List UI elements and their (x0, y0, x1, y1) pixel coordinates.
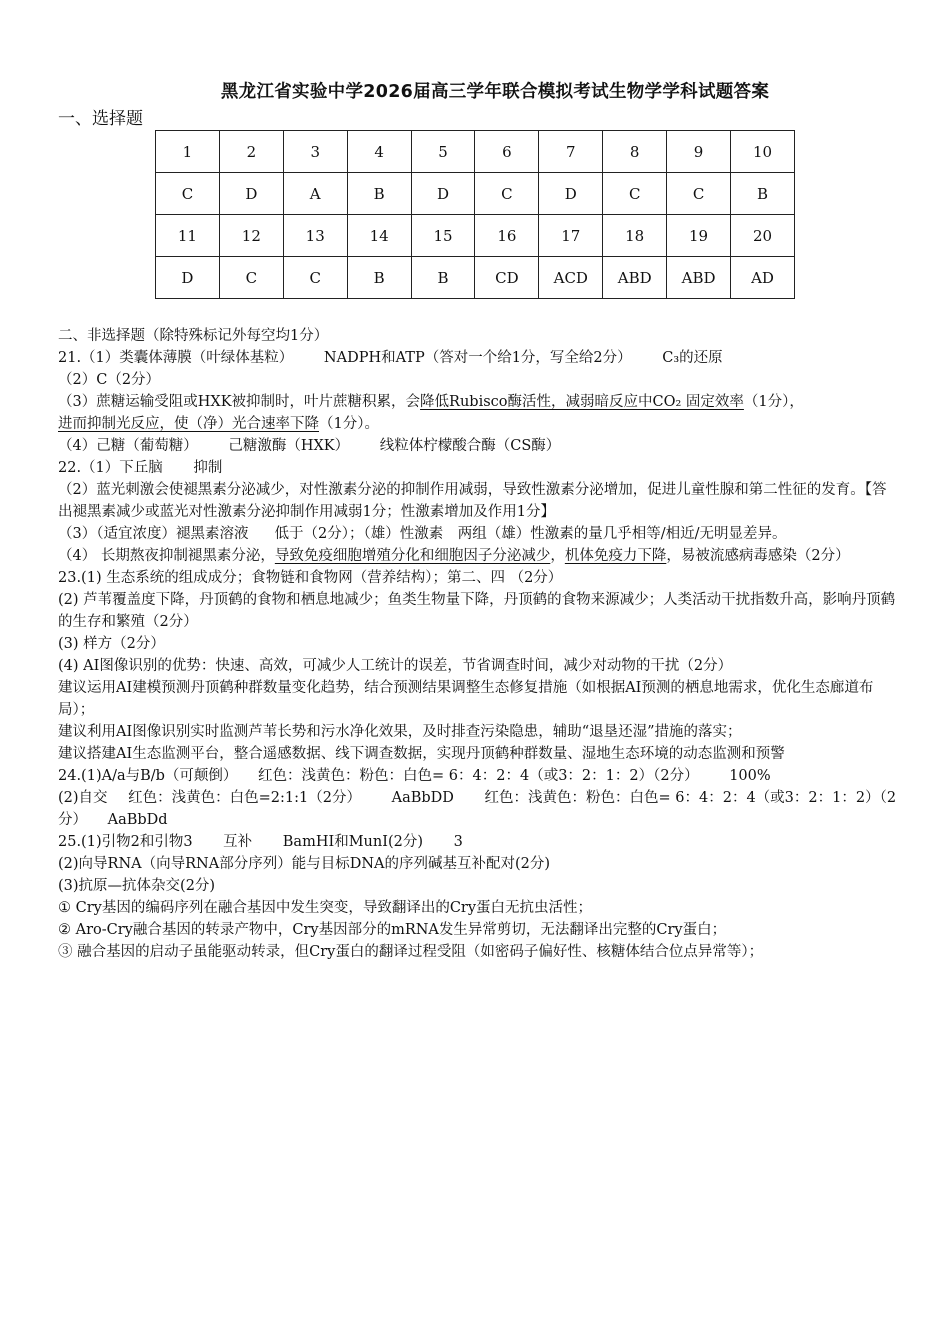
q25-part1-b: 互补 (223, 834, 253, 850)
q21-line2: （2）C（2分） (58, 372, 161, 388)
q21-part4-b: 己糖激酶（HXK） (228, 438, 350, 454)
q21-part3-underline1: 降低Rubisco酶活性，减弱暗反应中CO₂ 固定效率 (420, 394, 744, 410)
q23-line4: (4) AI图像识别的优势：快速、高效，可减少人工统计的误差，节省调查时间，减少对动物的干扰（2分） (58, 658, 733, 674)
answer-cell: D (219, 173, 283, 215)
q23-line1: 23.(1) 生态系统的组成成分；食物链和食物网（营养结构）；第二、四 （2分） (58, 570, 563, 586)
question-number-cell: 8 (603, 131, 667, 173)
answer-cell: A (283, 173, 347, 215)
answer-row (156, 257, 795, 299)
question-number-cell: 4 (347, 131, 411, 173)
q22-part3-b: 低于（2分）；（雄）性激素 两组（雄）性激素的量几乎相等/相近/无明显差异。 (274, 526, 787, 542)
q21-line1 (58, 347, 898, 369)
question-number-cell: 2 (219, 131, 283, 173)
q22-line3 (58, 523, 898, 545)
answer-cell: C (219, 257, 283, 299)
q21-part1: 21.（1）类囊体薄膜（叶绿体基粒） (58, 350, 294, 366)
question-number-cell: 18 (603, 215, 667, 257)
answers-body (58, 325, 898, 963)
question-number-cell: 15 (411, 215, 475, 257)
answer-cell: B (347, 173, 411, 215)
q21-part1-b: NADPH和ATP（答对一个给1分，写全给2分） (323, 350, 632, 366)
answer-cell: C (156, 173, 220, 215)
question-number-cell: 19 (667, 215, 731, 257)
q24-part2-e: AaBbDd (107, 812, 168, 828)
q21-line3-cont (58, 413, 898, 435)
q25-line3: (3)抗原—抗体杂交(2分) (58, 878, 216, 894)
answer-table (155, 130, 795, 299)
answer-cell: B (347, 257, 411, 299)
answer-cell: B (731, 173, 795, 215)
answer-cell: C (475, 173, 539, 215)
q25-line6: ③ 融合基因的启动子虽能驱动转录，但Cry蛋白的翻译过程受阻（如密码子偏好性、核糖体结合位点异常等）； (58, 944, 764, 960)
question-number-cell: 3 (283, 131, 347, 173)
q25-part1-d: 3 (453, 834, 463, 850)
q21-line3 (58, 391, 898, 413)
q24-line2 (58, 787, 898, 831)
question-number-cell: 10 (731, 131, 795, 173)
q22-part3-a: （3）（适宜浓度）褪黑素溶液 (58, 526, 249, 542)
q25-line1 (58, 831, 898, 853)
q21-part4-a: （4）己糖（葡萄糖） (58, 438, 198, 454)
q22-part4-underline2: 机体免疫力下降 (564, 548, 667, 564)
question-number-cell: 11 (156, 215, 220, 257)
section2-heading: 二、非选择题（除特殊标记外每空均1分） (58, 328, 329, 344)
q21-part3-c: （1分）。 (319, 416, 379, 432)
q21-part3-b: （1分）， (743, 394, 804, 410)
q23-line2: (2) 芦苇覆盖度下降，丹顶鹤的食物和栖息地减少；鱼类生物量下降，丹顶鹤的食物来源减少；人类活动干扰指数升高，影响丹顶鹤的生存和繁殖（2分） (58, 592, 896, 630)
answer-cell: D (411, 173, 475, 215)
q21-part3-underline2: 进而抑制光反应，使（净）光合速率下降 (58, 416, 319, 432)
question-number-cell: 16 (475, 215, 539, 257)
question-number-row (156, 215, 795, 257)
answer-cell: D (539, 173, 603, 215)
question-number-cell: 5 (411, 131, 475, 173)
q22-part1-a: 22.（1）下丘脑 (58, 460, 163, 476)
q23-line7: 建议搭建AI生态监测平台，整合遥感数据、线下调查数据，实现丹顶鹤种群数量、湿地生态环境的动态监测和预警 (58, 746, 785, 762)
answer-cell: B (411, 257, 475, 299)
answer-row (156, 173, 795, 215)
question-number-cell: 9 (667, 131, 731, 173)
q22-part4-underline1: 导致免疫细胞增殖分化和细胞因子分泌减少 (274, 548, 551, 564)
answer-cell: CD (475, 257, 539, 299)
q24-part1-b: 红色：浅黄色：粉色：白色= 6：4：2：4（或3：2：1：2）（2分） (258, 768, 699, 784)
answer-cell: ABD (667, 257, 731, 299)
answer-cell: D (156, 257, 220, 299)
answer-cell: C (603, 173, 667, 215)
question-number-cell: 1 (156, 131, 220, 173)
q24-part1-c: 100% (729, 768, 771, 784)
answer-cell: ACD (539, 257, 603, 299)
question-number-cell: 12 (219, 215, 283, 257)
q22-line1 (58, 457, 898, 479)
q22-line2: （2）蓝光刺激会使褪黑素分泌减少，对性激素分泌的抑制作用减弱，导致性激素分泌增加，促进儿童性腺和第二性征的发育。【答出褪黑素减少或蓝光对性激素分泌抑制作用减弱1分；性激素增加及作用1分】 (58, 482, 887, 520)
q21-part4-c: 线粒体柠檬酸合酶（CS酶） (379, 438, 561, 454)
q23-line6: 建议利用AI图像识别实时监测芦苇长势和污水净化效果，及时排查污染隐患，辅助“退垦还湿”措施的落实； (58, 724, 742, 740)
q22-line4 (58, 545, 898, 567)
question-number-cell: 6 (475, 131, 539, 173)
answer-cell: C (283, 257, 347, 299)
answer-cell: C (667, 173, 731, 215)
q24-part1-a: 24.(1)A/a与B/b（可颠倒） (58, 768, 238, 784)
section1-heading: 一、选择题 (58, 109, 143, 129)
page-title: 黑龙江省实验中学2026届高三学年联合模拟考试生物学学科试题答案 (220, 82, 770, 102)
q22-part1-b: 抑制 (193, 460, 223, 476)
q25-line5: ② Aro-Cry融合基因的转录产物中，Cry基因部分的mRNA发生异常剪切，无法翻译出完整的Cry蛋白； (58, 922, 727, 938)
answer-cell: ABD (603, 257, 667, 299)
q21-part1-c: C₃的还原 (662, 350, 723, 366)
q24-line1 (58, 765, 898, 787)
q21-part3-a: （3）蔗糖运输受阻或HXK被抑制时，叶片蔗糖积累，会 (58, 394, 421, 410)
q24-part2-b: 红色：浅黄色：白色=2:1:1（2分） (128, 790, 361, 806)
q23-line5: 建议运用AI建模预测丹顶鹤种群数量变化趋势，结合预测结果调整生态修复措施（如根据AI预测的栖息地需求，优化生态廊道布局）； (58, 680, 874, 718)
q25-part1-a: 25.(1)引物2和引物3 (58, 834, 193, 850)
q23-line3: (3) 样方（2分） (58, 636, 165, 652)
q22-part4-c: ，易被流感病毒感染（2分） (666, 548, 850, 564)
answer-cell: AD (731, 257, 795, 299)
q22-part4-b: ， (550, 548, 565, 564)
q22-part4-a: （4） 长期熬夜抑制褪黑素分泌， (58, 548, 275, 564)
question-number-cell: 13 (283, 215, 347, 257)
q25-part1-c: BamHI和MunI(2分) (282, 834, 423, 850)
q24-part2-a: (2)自交 (58, 790, 108, 806)
question-number-row (156, 131, 795, 173)
q25-line4: ① Cry基因的编码序列在融合基因中发生突变，导致翻译出的Cry蛋白无抗虫活性； (58, 900, 593, 916)
q24-part2-d: 红色：浅黄色：粉色：白色= 6：4：2：4（或3：2：1：2）（2分） (58, 790, 897, 828)
question-number-cell: 7 (539, 131, 603, 173)
q25-line2: (2)向导RNA（向导RNA部分序列）能与目标DNA的序列碱基互补配对(2分) (58, 856, 551, 872)
q21-line4 (58, 435, 898, 457)
question-number-cell: 20 (731, 215, 795, 257)
question-number-cell: 17 (539, 215, 603, 257)
question-number-cell: 14 (347, 215, 411, 257)
q24-part2-c: AaBbDD (391, 790, 454, 806)
